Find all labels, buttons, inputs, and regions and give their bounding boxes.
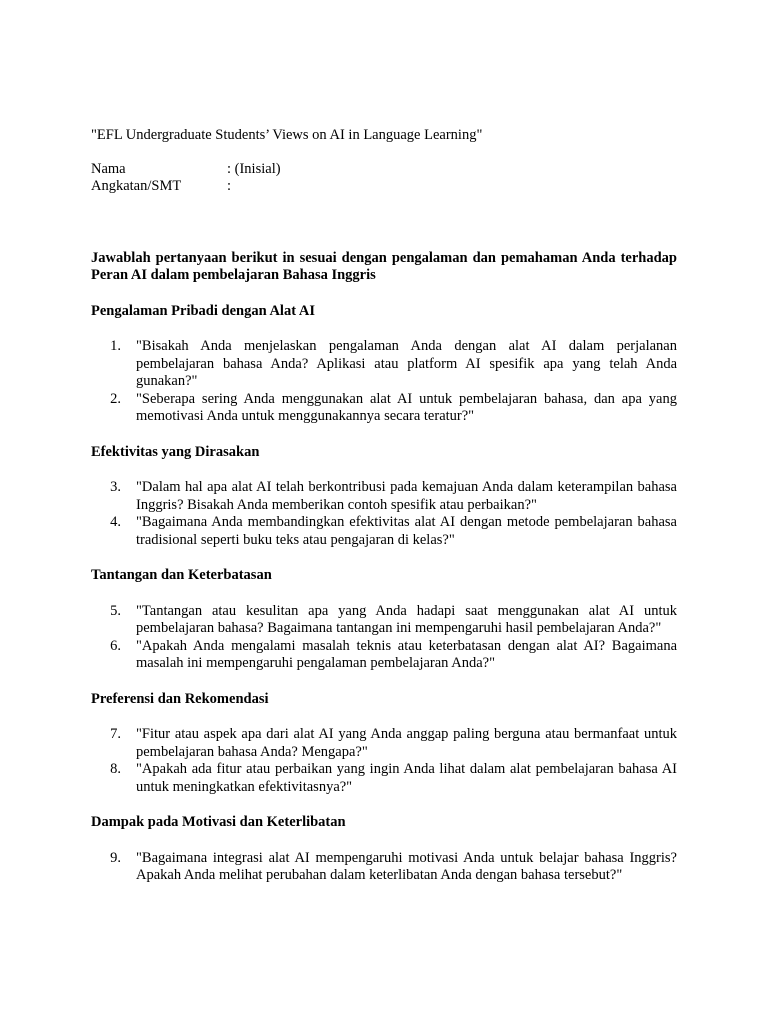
question-text: "Bagaimana integrasi alat AI mempengaruhi motivasi Anda untuk belajar bahasa Inggris? Apakah Anda melihat perubahan dalam keterlibatan Anda dengan bahasa tersebut?" [136,849,677,883]
section-personal-experience [91,303,677,426]
question-list [91,850,677,885]
question-number: 6. [110,637,121,654]
section-title: Efektivitas yang Dirasakan [91,443,260,460]
info-label: Angkatan/SMT [91,178,182,194]
question-text: "Tantangan atau kesulitan apa yang Anda hadapi saat menggunakan alat AI untuk pembelajaran bahasa? Bagaimana tantangan ini mempengaruhi hasil pembelajaran Anda?" [136,602,677,636]
question-item [91,726,677,761]
info-row-semester [91,178,677,196]
instruction-text: Jawablah pertanyaan berikut in sesuai dengan pengalaman dan pemahaman Anda terhadap Peran AI dalam pembelajaran Bahasa Inggris [91,249,677,283]
section-title: Tantangan dan Keterbatasan [91,567,272,583]
question-number: 8. [110,761,121,777]
question-text: "Seberapa sering Anda menggunakan alat AI untuk pembelajaran bahasa, dan apa yang memotivasi Anda untuk menggunakannya secara teratur?" [136,390,677,424]
question-list [91,726,677,796]
question-number: 5. [110,602,121,619]
question-text: "Bagaimana Anda membandingkan efektivitas alat AI dengan metode pembelajaran bahasa tradisional seperti buku teks atau pengajaran di kelas?" [136,514,677,548]
question-text: "Bisakah Anda menjelaskan pengalaman Anda dengan alat AI dalam perjalanan pembelajaran bahasa Anda? Aplikasi atau platform AI spesifik apa yang telah Anda gunakan?" [136,338,677,389]
question-item [91,338,677,391]
question-text: "Dalam hal apa alat AI telah berkontribusi pada kemajuan Anda dalam keterampilan bahasa Inggris? Bisakah Anda memberikan contoh spesifik atau perbaikan?" [136,479,677,513]
section-preferences [91,691,677,797]
info-value: : [227,178,232,194]
section-title: Preferensi dan Rekomendasi [91,690,269,707]
question-item [91,761,677,796]
section-title: Dampak pada Motivasi dan Keterlibatan [91,814,346,830]
question-item [91,479,677,514]
question-item [91,850,677,885]
info-row-name [91,161,677,179]
section-perceived-effectiveness [91,444,677,550]
question-number: 2. [110,390,121,407]
question-number: 4. [110,514,121,530]
question-list [91,338,677,426]
question-list [91,603,677,673]
document-title: "EFL Undergraduate Students’ Views on AI in Language Learning" [91,127,483,143]
question-item [91,391,677,426]
question-text: "Apakah Anda mengalami masalah teknis atau keterbatasan dengan alat AI? Bagaimana masalah ini mempengaruhi pengalaman pembelajaran Anda?" [136,637,677,671]
info-value: : (Inisial) [227,160,281,177]
question-number: 7. [110,726,121,742]
question-item [91,514,677,549]
info-label: Nama [91,160,126,177]
question-number: 3. [110,479,121,495]
document-page [91,127,677,885]
question-item [91,603,677,638]
question-list [91,479,677,549]
question-item [91,638,677,673]
question-number: 1. [110,338,121,354]
question-text: "Apakah ada fitur atau perbaikan yang ingin Anda lihat dalam alat pembelajaran bahasa AI untuk meningkatkan efektivitasnya?" [136,761,677,795]
respondent-info [91,161,677,196]
section-title: Pengalaman Pribadi dengan Alat AI [91,302,315,319]
question-number: 9. [110,849,121,866]
question-text: "Fitur atau aspek apa dari alat AI yang Anda anggap paling berguna atau bermanfaat untuk pembelajaran bahasa Anda? Mengapa?" [136,726,677,760]
section-motivation [91,814,677,885]
section-challenges [91,567,677,673]
